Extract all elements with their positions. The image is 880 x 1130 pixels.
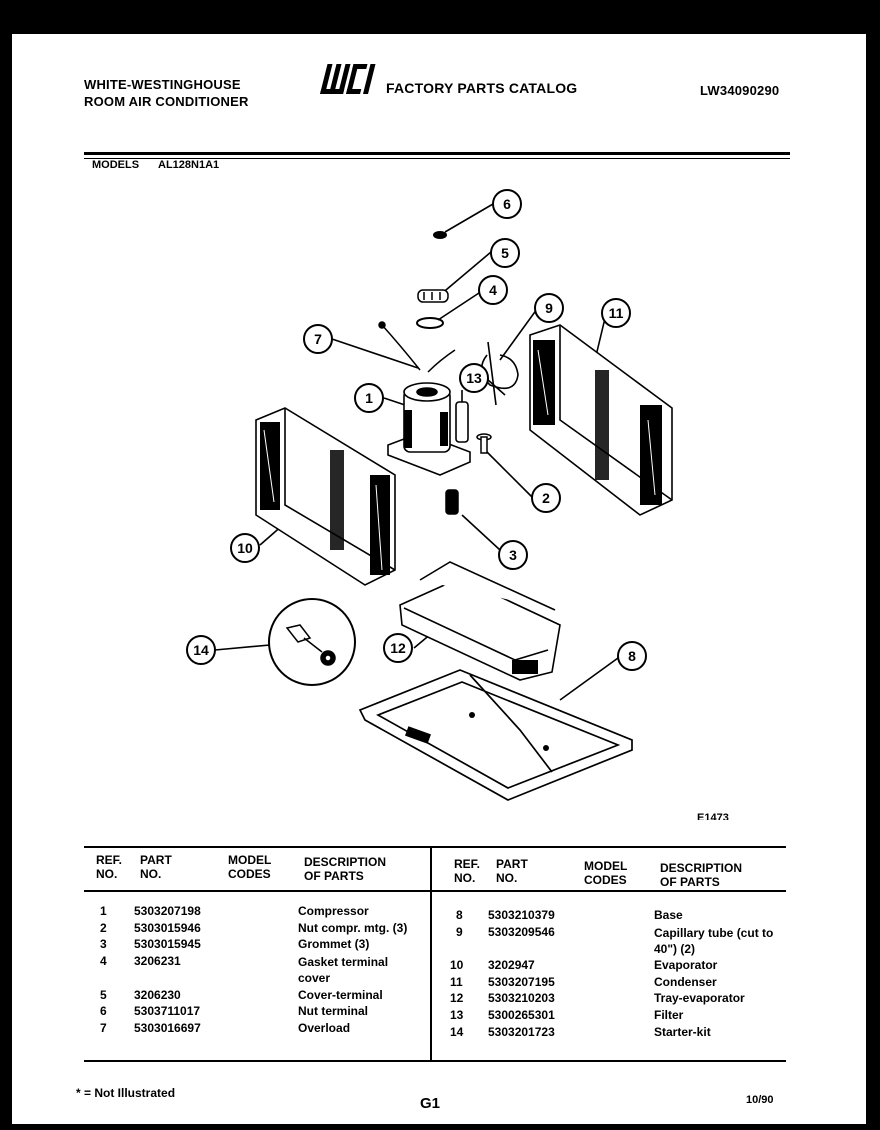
- left-header-model: MODEL CODES: [228, 853, 272, 881]
- ref-no: 7: [100, 1021, 107, 1035]
- ref-no: 1: [100, 904, 107, 918]
- part-no: 5303210203: [488, 991, 555, 1005]
- table-header-rule: [84, 890, 786, 892]
- ref-no: 6: [100, 1004, 107, 1018]
- part-no: 5303209546: [488, 925, 555, 939]
- part-no: 3202947: [488, 958, 535, 972]
- right-header-ref: REF. NO.: [454, 857, 481, 885]
- callout-13: 13: [466, 370, 482, 386]
- part-description: Starter-kit: [654, 1025, 711, 1039]
- page-number: G1: [420, 1095, 441, 1112]
- not-illustrated-note: * = Not Illustrated: [76, 1086, 176, 1100]
- part-no: 5300265301: [488, 1008, 555, 1022]
- ref-no: 3: [100, 937, 107, 951]
- part-no: 5303201723: [488, 1025, 555, 1039]
- figure-code: E1473: [697, 812, 729, 820]
- header-rule-thick: [84, 152, 790, 155]
- right-header-desc: DESCRIPTION OF PARTS: [660, 861, 743, 889]
- callout-7: 7: [314, 331, 322, 347]
- part-no: 5303015945: [134, 937, 201, 951]
- part-description: Filter: [654, 1008, 684, 1022]
- part-no: 5303711017: [134, 1004, 201, 1018]
- left-header-desc: DESCRIPTION OF PARTS: [304, 855, 387, 883]
- ref-no: 10: [450, 958, 464, 972]
- part-description: Tray-evaporator: [654, 991, 745, 1005]
- part-description: Grommet (3): [298, 937, 370, 951]
- ref-no: 4: [100, 954, 107, 968]
- part-description: Compressor: [298, 904, 369, 918]
- part-no: 5303015946: [134, 921, 201, 935]
- models-label: MODELS: [92, 159, 140, 171]
- callout-8: 8: [628, 648, 636, 664]
- table-bottom-rule: [84, 1060, 786, 1062]
- callout-9: 9: [545, 300, 553, 316]
- right-header-part: PART NO.: [496, 857, 528, 885]
- part-no: 5303210379: [488, 908, 555, 922]
- callout-11: 11: [608, 305, 624, 321]
- ref-no: 11: [450, 975, 463, 989]
- part-description: Capillary tube (cut to 40") (2): [654, 926, 774, 956]
- table-top-rule: [84, 846, 786, 848]
- model-number: AL128N1A1: [158, 159, 220, 171]
- wci-logo-icon: [320, 62, 380, 98]
- callout-1: 1: [365, 390, 373, 406]
- brand-line-1: WHITE-WESTINGHOUSE: [84, 77, 241, 92]
- table-column-divider: [430, 846, 432, 1060]
- part-description: Nut terminal: [298, 1004, 369, 1018]
- part-no: 3206231: [134, 954, 181, 968]
- revision-date: 10/90: [746, 1094, 774, 1106]
- ref-no: 8: [456, 908, 463, 922]
- callout-2: 2: [542, 490, 550, 506]
- callout-6: 6: [503, 196, 511, 212]
- callout-3: 3: [509, 547, 517, 563]
- catalog-title: FACTORY PARTS CATALOG: [386, 80, 578, 96]
- ref-no: 12: [450, 991, 464, 1005]
- part-description: Overload: [298, 1021, 351, 1035]
- part-description: Cover-terminal: [298, 988, 383, 1002]
- ref-no: 5: [100, 988, 107, 1002]
- part-no: 5303016697: [134, 1021, 201, 1035]
- part-description: Gasket terminal cover: [298, 955, 389, 985]
- part-description: Evaporator: [654, 958, 718, 972]
- callout-12: 12: [390, 640, 406, 656]
- catalog-number: LW34090290: [700, 83, 780, 98]
- callout-4: 4: [489, 282, 497, 298]
- part-no: 5303207195: [488, 975, 555, 989]
- part-description: Base: [654, 908, 683, 922]
- callout-14: 14: [193, 642, 209, 658]
- table-row: [100, 904, 107, 918]
- part-description: Condenser: [654, 975, 717, 989]
- left-header-part: PART NO.: [140, 853, 172, 881]
- callout-5: 5: [501, 245, 509, 261]
- brand-line-2: ROOM AIR CONDITIONER: [84, 94, 249, 109]
- ref-no: 14: [450, 1025, 464, 1039]
- ref-no: 9: [456, 925, 463, 939]
- right-header-model: MODEL CODES: [584, 859, 628, 887]
- callout-10: 10: [237, 540, 253, 556]
- part-description: Nut compr. mtg. (3): [298, 921, 408, 935]
- left-header-ref: REF. NO.: [96, 853, 123, 881]
- ref-no: 2: [100, 921, 107, 935]
- exploded-parts-diagram: [0, 180, 880, 820]
- ref-no: 13: [450, 1008, 464, 1022]
- part-no: 3206230: [134, 988, 181, 1002]
- part-no: 5303207198: [134, 904, 201, 918]
